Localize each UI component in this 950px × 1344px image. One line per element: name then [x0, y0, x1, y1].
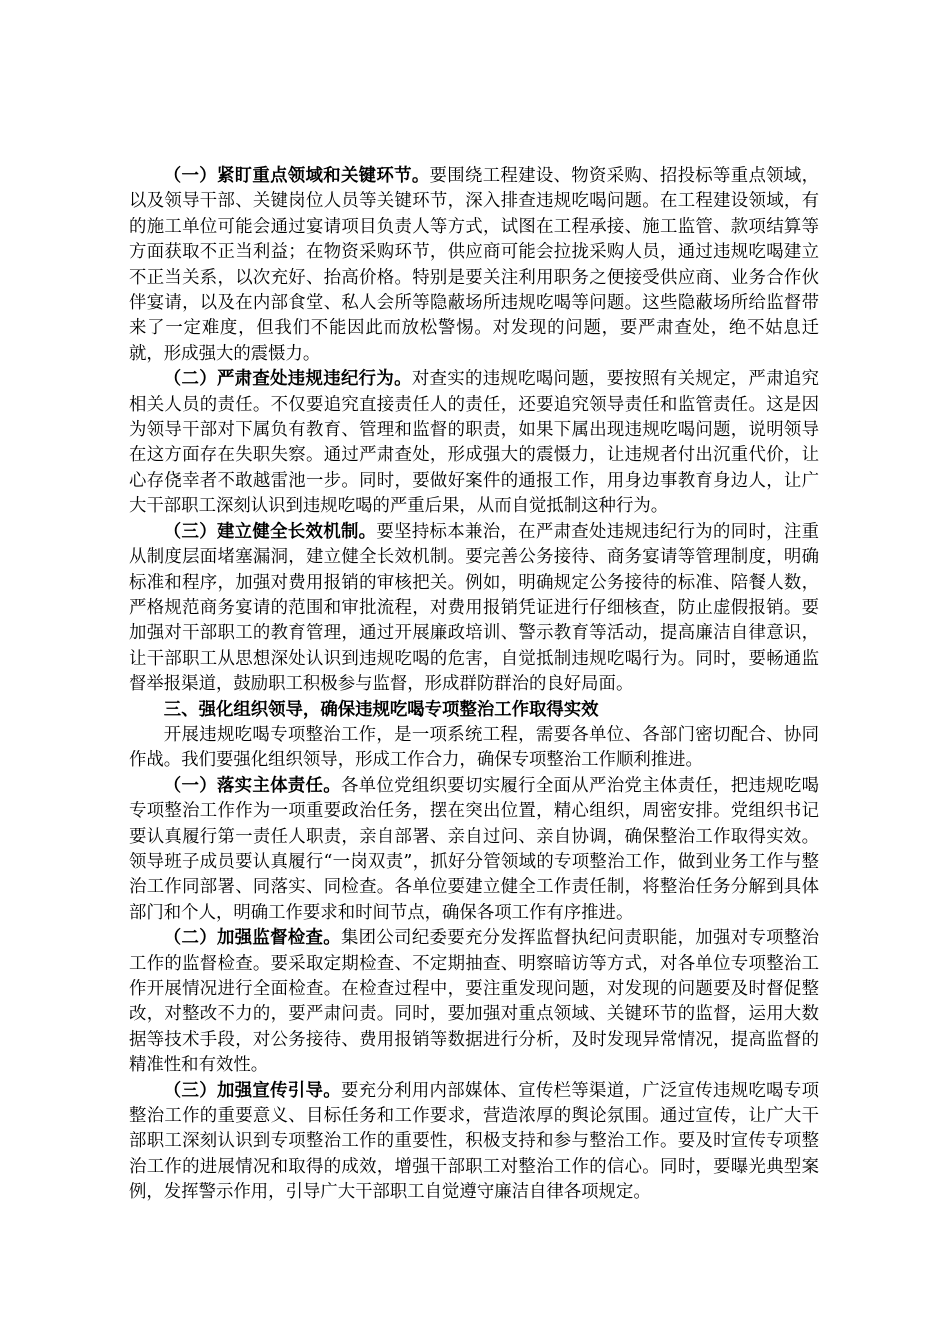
paragraph-text: 开展违规吃喝专项整治工作，是一项系统工程，需要各单位、各部门密切配合、协同作战。我们要强化组织领导，形成工作合力，确保专项整治工作顺利推进。 [129, 724, 819, 771]
paragraph-lead: （一）落实主体责任。 [163, 775, 341, 796]
paragraph-text: 要坚持标本兼治，在严肃查处违规违纪行为的同时，注重从制度层面堵塞漏洞，建立健全长效机制。要完善公务接待、商务宴请等管理制度，明确标准和程序，加强对费用报销的审核把关。例如，明确规定公务接待的标准、陪餐人数，严格规范商务宴请的范围和审批流程，对费用报销凭证进行仔细核查，防止虚假报销。要加强对干部职工的教育管理，通过开展廉政培训、警示教育等活动，提高廉洁自律意识，让干部职工从思想深处认识到违规吃喝的危害，自觉抵制违规吃喝行为。同时，要畅通监督举报渠道，鼓励职工积极参与监督，形成群防群治的良好局面。 [129, 521, 819, 695]
paragraph-lead: （一）紧盯重点领域和关键环节。 [163, 166, 430, 186]
paragraph-lead: （二）加强监督检查。 [163, 928, 341, 949]
paragraph-text: 各单位党组织要切实履行全面从严治党主体责任，把违规吃喝专项整治工作作为一项重要政治任务，摆在突出位置，精心组织，周密安排。党组织书记要认真履行第一责任人职责，亲自部署、亲自过问、亲自协调，确保整治工作取得实效。领导班子成员要认真履行“一岗双责”，抓好分管领域的专项整治工作，做到业务工作与整治工作同部署、同落实、同检查。各单位要建立健全工作责任制，将整治任务分解到具体部门和个人，明确工作要求和时间节点，确保各项工作有序推进。 [129, 775, 819, 923]
paragraph-supervision [129, 926, 819, 1078]
paragraph-section-intro [129, 723, 819, 774]
paragraph-strict-investigation [129, 367, 819, 519]
paragraph-text: 要围绕工程建设、物资采购、招投标等重点领域，以及领导干部、关键岗位人员等关键环节，深入排查违规吃喝问题。在工程建设领域，有的施工单位可能会通过宴请项目负责人等方式，试图在工程承接、施工监管、款项结算等方面获取不正当利益；在物资采购环节，供应商可能会拉拢采购人员，通过违规吃喝建立不正当关系，以次充好、抬高价格。特别是要关注利用职务之便接受供应商、业务合作伙伴宴请，以及在内部食堂、私人会所等隐蔽场所违规吃喝等问题。这些隐蔽场所给监督带来了一定难度，但我们不能因此而放松警惕。对发现的问题，要严肃查处，绝不姑息迁就，形成强大的震慑力。 [129, 166, 819, 364]
paragraph-main-responsibility [129, 774, 819, 926]
paragraph-lead: （三）建立健全长效机制。 [163, 521, 377, 542]
paragraph-text: 对查实的违规吃喝问题，要按照有关规定，严肃追究相关人员的责任。不仅要追究直接责任人的责任，还要追究领导责任和监管责任。这是因为领导干部对下属负有教育、管理和监督的职责，如果下属出现违规吃喝问题，说明领导在这方面存在失职失察。通过严肃查处，形成强大的震慑力，让违规者付出沉重代价，让心存侥幸者不敢越雷池一步。同时，要做好案件的通报工作，用身边事教育身边人，让广大干部职工深刻认识到违规吃喝的严重后果，从而自觉抵制这种行为。 [129, 369, 819, 517]
paragraph-long-term-mechanism [129, 520, 819, 698]
paragraph-text: 集团公司纪委要充分发挥监督执纪问责职能，加强对专项整治工作的监督检查。要采取定期检查、不定期抽查、明察暗访等方式，对各单位专项整治工作开展情况进行全面检查。在检查过程中，要注重发现问题，对发现的问题要及时督促整改，对整改不力的，要严肃问责。同时，要加强对重点领域、关键环节的监督，运用大数据等技术手段，对公务接待、费用报销等数据进行分析，及时发现异常情况，提高监督的精准性和有效性。 [129, 928, 819, 1076]
section-heading: 三、强化组织领导，确保违规吃喝专项整治工作取得实效 [163, 699, 599, 720]
paragraph-publicity [129, 1079, 819, 1206]
paragraph-text: 要充分利用内部媒体、宣传栏等渠道，广泛宣传违规吃喝专项整治工作的重要意义、目标任务和工作要求，营造浓厚的舆论氛围。通过宣传，让广大干部职工深刻认识到专项整治工作的重要性，积极支持和参与整治工作。要及时宣传专项整治工作的进展情况和取得的成效，增强干部职工对整治工作的信心。同时，要曝光典型案例，发挥警示作用，引导广大干部职工自觉遵守廉洁自律各项规定。 [129, 1080, 819, 1203]
paragraph-lead: （二）严肃查处违规违纪行为。 [163, 369, 412, 390]
document-body [129, 164, 819, 1206]
paragraph-lead: （三）加强宣传引导。 [163, 1080, 341, 1101]
paragraph-key-areas [129, 164, 819, 367]
